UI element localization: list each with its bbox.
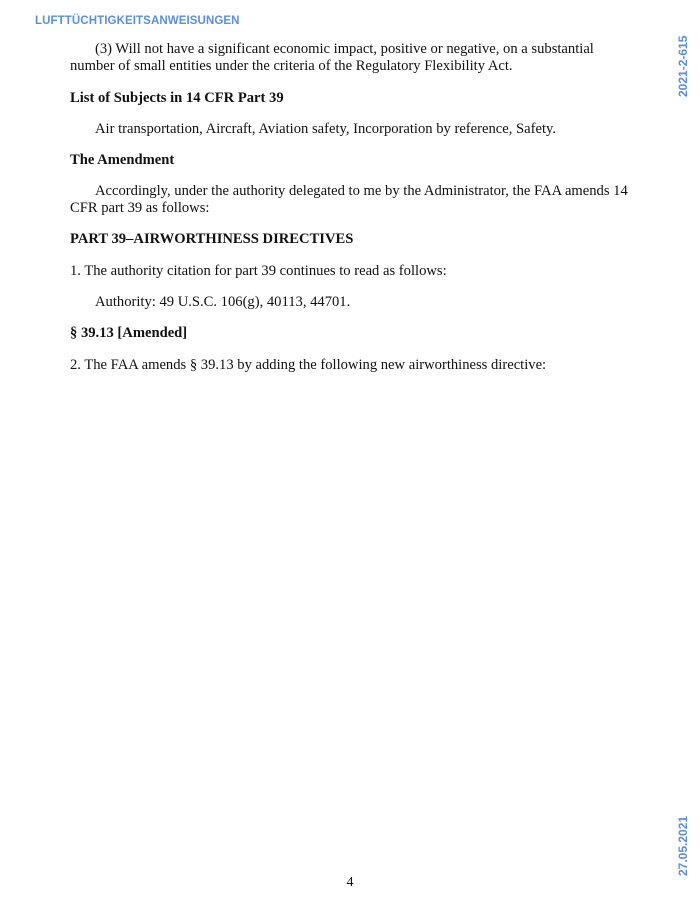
paragraph-authority-citation: 1. The authority citation for part 39 continues to read as follows:	[70, 263, 447, 279]
side-reference-number: 2021-2-615	[676, 35, 690, 97]
paragraph-authority: Authority: 49 U.S.C. 106(g), 40113, 44701.	[95, 294, 351, 310]
paragraph-amendment: Accordingly, under the authority delegated to me by the Administrator, the FAA amends 14 CFR part 39 as follows:	[70, 183, 628, 216]
paragraph-subjects: Air transportation, Aircraft, Aviation safety, Incorporation by reference, Safety.	[95, 121, 557, 137]
page-number: 4	[346, 875, 354, 890]
document-header-label: LUFTTÜCHTIGKEITSANWEISUNGEN	[35, 15, 240, 27]
heading-list-of-subjects: List of Subjects in 14 CFR Part 39	[70, 90, 284, 106]
heading-section-39-13: § 39.13 [Amended]	[70, 325, 188, 341]
heading-the-amendment: The Amendment	[70, 152, 175, 168]
heading-part-39: PART 39–AIRWORTHINESS DIRECTIVES	[70, 231, 354, 247]
side-date: 27.05.2021	[676, 815, 690, 876]
paragraph-faa-amends: 2. The FAA amends § 39.13 by adding the following new airworthiness directive:	[70, 357, 547, 373]
paragraph-economic-impact: (3) Will not have a significant economic impact, positive or negative, on a substantial number of small entities under the criteria of the Regulatory Flexibility Act.	[70, 41, 594, 74]
